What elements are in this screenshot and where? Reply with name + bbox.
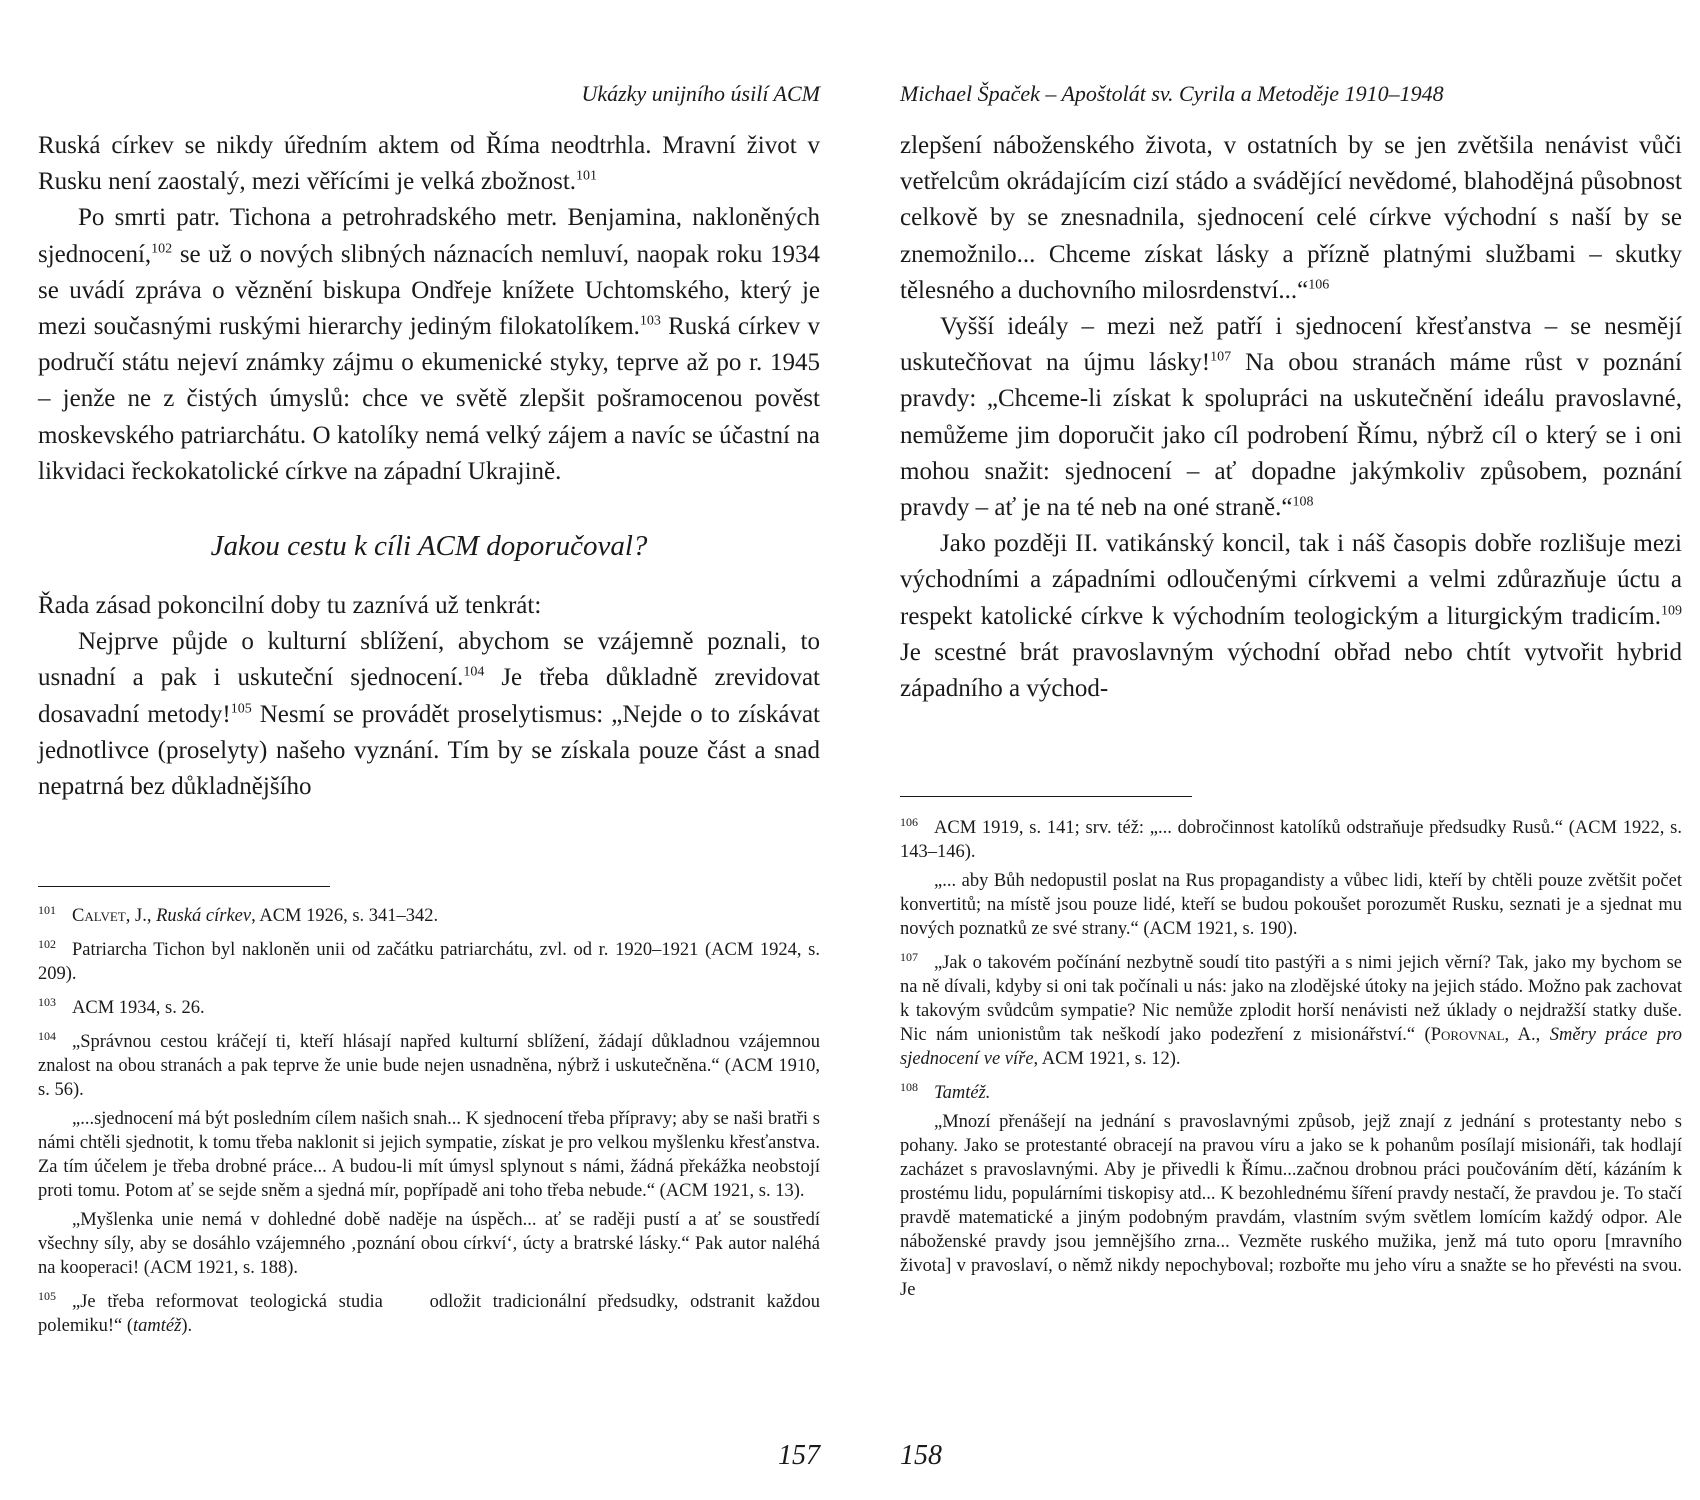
footnote-103: $^{103}$ ACM 1934, s. 26. [38,994,205,1018]
paragraph: Ruská církev se nikdy úředním aktem od Říma neodtrhla. Mravní život v Rusku není zaostalý, mezi věřícími je velká zbožnost.$^{101}$ [38,132,820,196]
running-head-right: Michael Špaček – Apoštolát sv. Cyrila a Metoděje 1910–1948 [900,81,1444,106]
footnote-104-continued: „...sjednocení má být posledním cílem našich snah... K sjednocení třeba přípravy; aby se naši bratři s námi chtěli sjednotit, k tomu třeba naklonit si jejich sympatie, získat je pro velkou myšlenku křesťanstva. Za tím účelem je třeba drobné práce... A budou-li mít úmysl splynout s námi, žádná překážka neobstojí proti tomu. Potom ať se sejde sněm a sjedná mír, popřípadě ani toho třeba nebude.“ (ACM 1921, s. 13). [38,1109,820,1201]
footnote-106-continued: „... aby Bůh nedopustil poslat na Rus propagandisty a vůbec lidi, kteří by chtěli pouze zvětšit počet konvertitů; na místě jsou pouze lidé, kteří se budou pokoušet porozumět Rusku, seznati je a sjednat mu nových poznatků ze své strany.“ (ACM 1921, s. 190). [900,871,1682,939]
footnote-separator [900,796,1192,797]
footnote-108: $^{108}$ Tamtéž. [900,1079,991,1103]
footnote-ref-101[interactable]: 101 [576,168,598,184]
page-number-158: 158 [900,1440,942,1471]
page-number-157: 157 [778,1440,820,1471]
paragraph: Řada zásad pokoncilní doby tu zaznívá už tenkrát: [38,592,542,620]
footnote-105: $^{105}$ „Je třeba reformovat teologická studia odložit tradicionální předsudky, odstranit každou polemiku!“ (tamtéž). [38,1288,825,1336]
footnote-ref-108[interactable]: 108 [1292,494,1314,510]
left-body-text [38,128,820,805]
right-page [900,0,1682,1500]
paragraph: Po smrti patr. Tichona a petrohradského metr. Benjamina, nakloněných sjednocení,$^{102}$ se už o nových slibných náznacích nemluví, naopak roku 1934 se uvádí zpráva o věznění biskupa Ondřeje knížete Uchtomského, který je mezi současnými ruskými hierarchy jediným filokatolíkem.$^{103}$ Ruská církev v područí státu nejeví známky zájmu o ekumenické styky, teprve až po r. 1945 – jenže ne z čistých úmyslů: chce ve světě zlepšit pošramocenou pověst moskevského patriarchátu. O katolíky nemá velký zájem a navíc se účastní na likvidaci řeckokatolické církve na západní Ukrajině. [38,204,820,485]
footnote-106: $^{106}$ ACM 1919, s. 141; srv. též: „... dobročinnost katolíků odstraňuje předsudky Rusů.“ (ACM 1922, s. 143–146). [900,814,1682,862]
footnotes-right [900,816,1682,1312]
footnote-ref-104[interactable]: 104 [463,665,485,681]
right-body-text [900,128,1682,707]
footnote-102: $^{102}$ Patriarcha Tichon byl nakloněn unii od začátku patriarchátu, zvl. od r. 1920–1921 (ACM 1924, s. 209). [38,936,820,984]
footnote-104: $^{104}$ „Správnou cestou kráčejí ti, kteří hlásají napřed kulturní sblížení, žádají důkladnou vzájemnou znalost na obou stranách a pak teprve že unie bude nejen usnadněna, nýbrž i uskutečněna.“ (ACM 1910, s. 56). [38,1028,820,1100]
paragraph: Vyšší ideály – mezi než patří i sjednocení křesťanstva – se nesmějí uskutečňovat na újmu lásky!$^{107}$ Na obou stranách máme růst v poznání pravdy: „Chceme-li získat k spolupráci na uskutečnění ideálu pravoslavné, nemůžeme jim doporučit jako cíl podrobení Římu, nýbrž cíl o který se i oni mohou snažit: sjednocení – ať dopadne jakýmkoliv způsobem, poznání pravdy – ať je na té neb na oné straně.“$^{108}$ [900,313,1682,522]
footnote-ref-106[interactable]: 106 [1308,277,1330,293]
section-heading: Jakou cestu k cíli ACM doporučoval? [210,530,648,563]
footnote-ref-102[interactable]: 102 [151,241,173,257]
footnotes-left [38,902,825,1348]
footnote-ref-103[interactable]: 103 [639,313,661,329]
paragraph: Jako později II. vatikánský koncil, tak i náš časopis dobře rozlišuje mezi východními a západními odloučenými církvemi a velmi zdůrazňuje úctu a respekt katolické církve k východním teologickým a liturgickým tradicím.$^{109}$ Je scestné brát pravoslavným východní obřad nebo chtít vytvořit hybrid západního a východ- [900,530,1682,703]
footnote-separator [38,886,330,887]
paragraph: Nejprve půjde o kulturní sblížení, abychom se vzájemně poznali, to usnadní a pak i uskuteční sjednocení.$^{104}$ Je třeba důkladně zrevidovat dosavadní metody!$^{105}$ Nesmí se provádět proselytismus: „Nejde o to získávat jednotlivce (proselyty) našeho vyznání. Tím by se získala pouze část a snad nepatrná bez důkladnějšího [38,628,820,801]
footnote-ref-109[interactable]: 109 [1661,603,1682,619]
footnote-107: $^{107}$ „Jak o takovém počínání nezbytně soudí tito pastýři a s nimi jejich věrní? Tak, jako my bychom se na ně dívali, kdyby si oni tak počínali u nás: jako na zlodějské útoky na jejich stádo. Možno pak zachovat k takovým svůdcům sympatie? Nic nemůže zplodit horší nenávisti než úklady o nejdražší statky duše. Nic nám unionistům tak neškodí jako podezření z misionářství.“ (Porovnal, A., Směry práce pro sjednocení ve víře, ACM 1921, s. 12). [900,949,1683,1069]
footnote-108-continued: „Mnozí přenášejí na jednání s pravoslavnými způsob, jejž znají z jednání s protestanty nebo s pohany. Jako se protestanté obracejí na pravou víru a jako se k pohanům posílají misionáři, tak hodlají zacházet s pravoslavnými. Aby je přivedli k Římu...začnou drobnou práci poučováním dětí, kázáním k prostému lidu, populárními tiskopisy atd... K bezohlednému šíření pravdy nestačí, že pravdou je. To stačí pravdě matematické a jiným podobným pravdám, vlastním svým světlem lomícím každý odpor. Ale náboženské pravdy jsou jemnějšího zrna... Vezměte ruského mužika, jenž má tuto oporu [mravního života] v pravoslaví, o němž nikdy nepochyboval; rozbořte mu jeho víru a snažte se ho převésti na svou. Je [900,1112,1682,1300]
footnote-101: $^{101}$ Calvet, J., Ruská církev, ACM 1926, s. 341–342. [38,902,439,926]
footnote-104-continued: „Myšlenka unie nemá v dohledné době naděje na úspěch... ať se raději pustí a ať se soustředí všechny síly, aby se dosáhlo vzájemného ‚poznání obou církví‘, úcty a bratrské lásky.“ Pak autor naléhá na kooperaci! (ACM 1921, s. 188). [38,1210,820,1278]
left-page [38,0,825,1500]
footnote-ref-107[interactable]: 107 [1210,349,1232,365]
running-head-left: Ukázky unijního úsilí ACM [581,81,820,106]
paragraph: zlepšení náboženského života, v ostatních by se jen zvětšila nenávist vůči vetřelcům okrádajícím cizí stádo a svádějící nevědomé, blahodějná působnost celkově by se znesnadnila, sjednocení celé církve východní s naší by se znemožnilo... Chceme získat lásky a přízně platnými službami – skutky tělesného a duchovního milosrdenství...“$^{106}$ [900,132,1682,304]
footnote-ref-105[interactable]: 105 [230,701,252,717]
